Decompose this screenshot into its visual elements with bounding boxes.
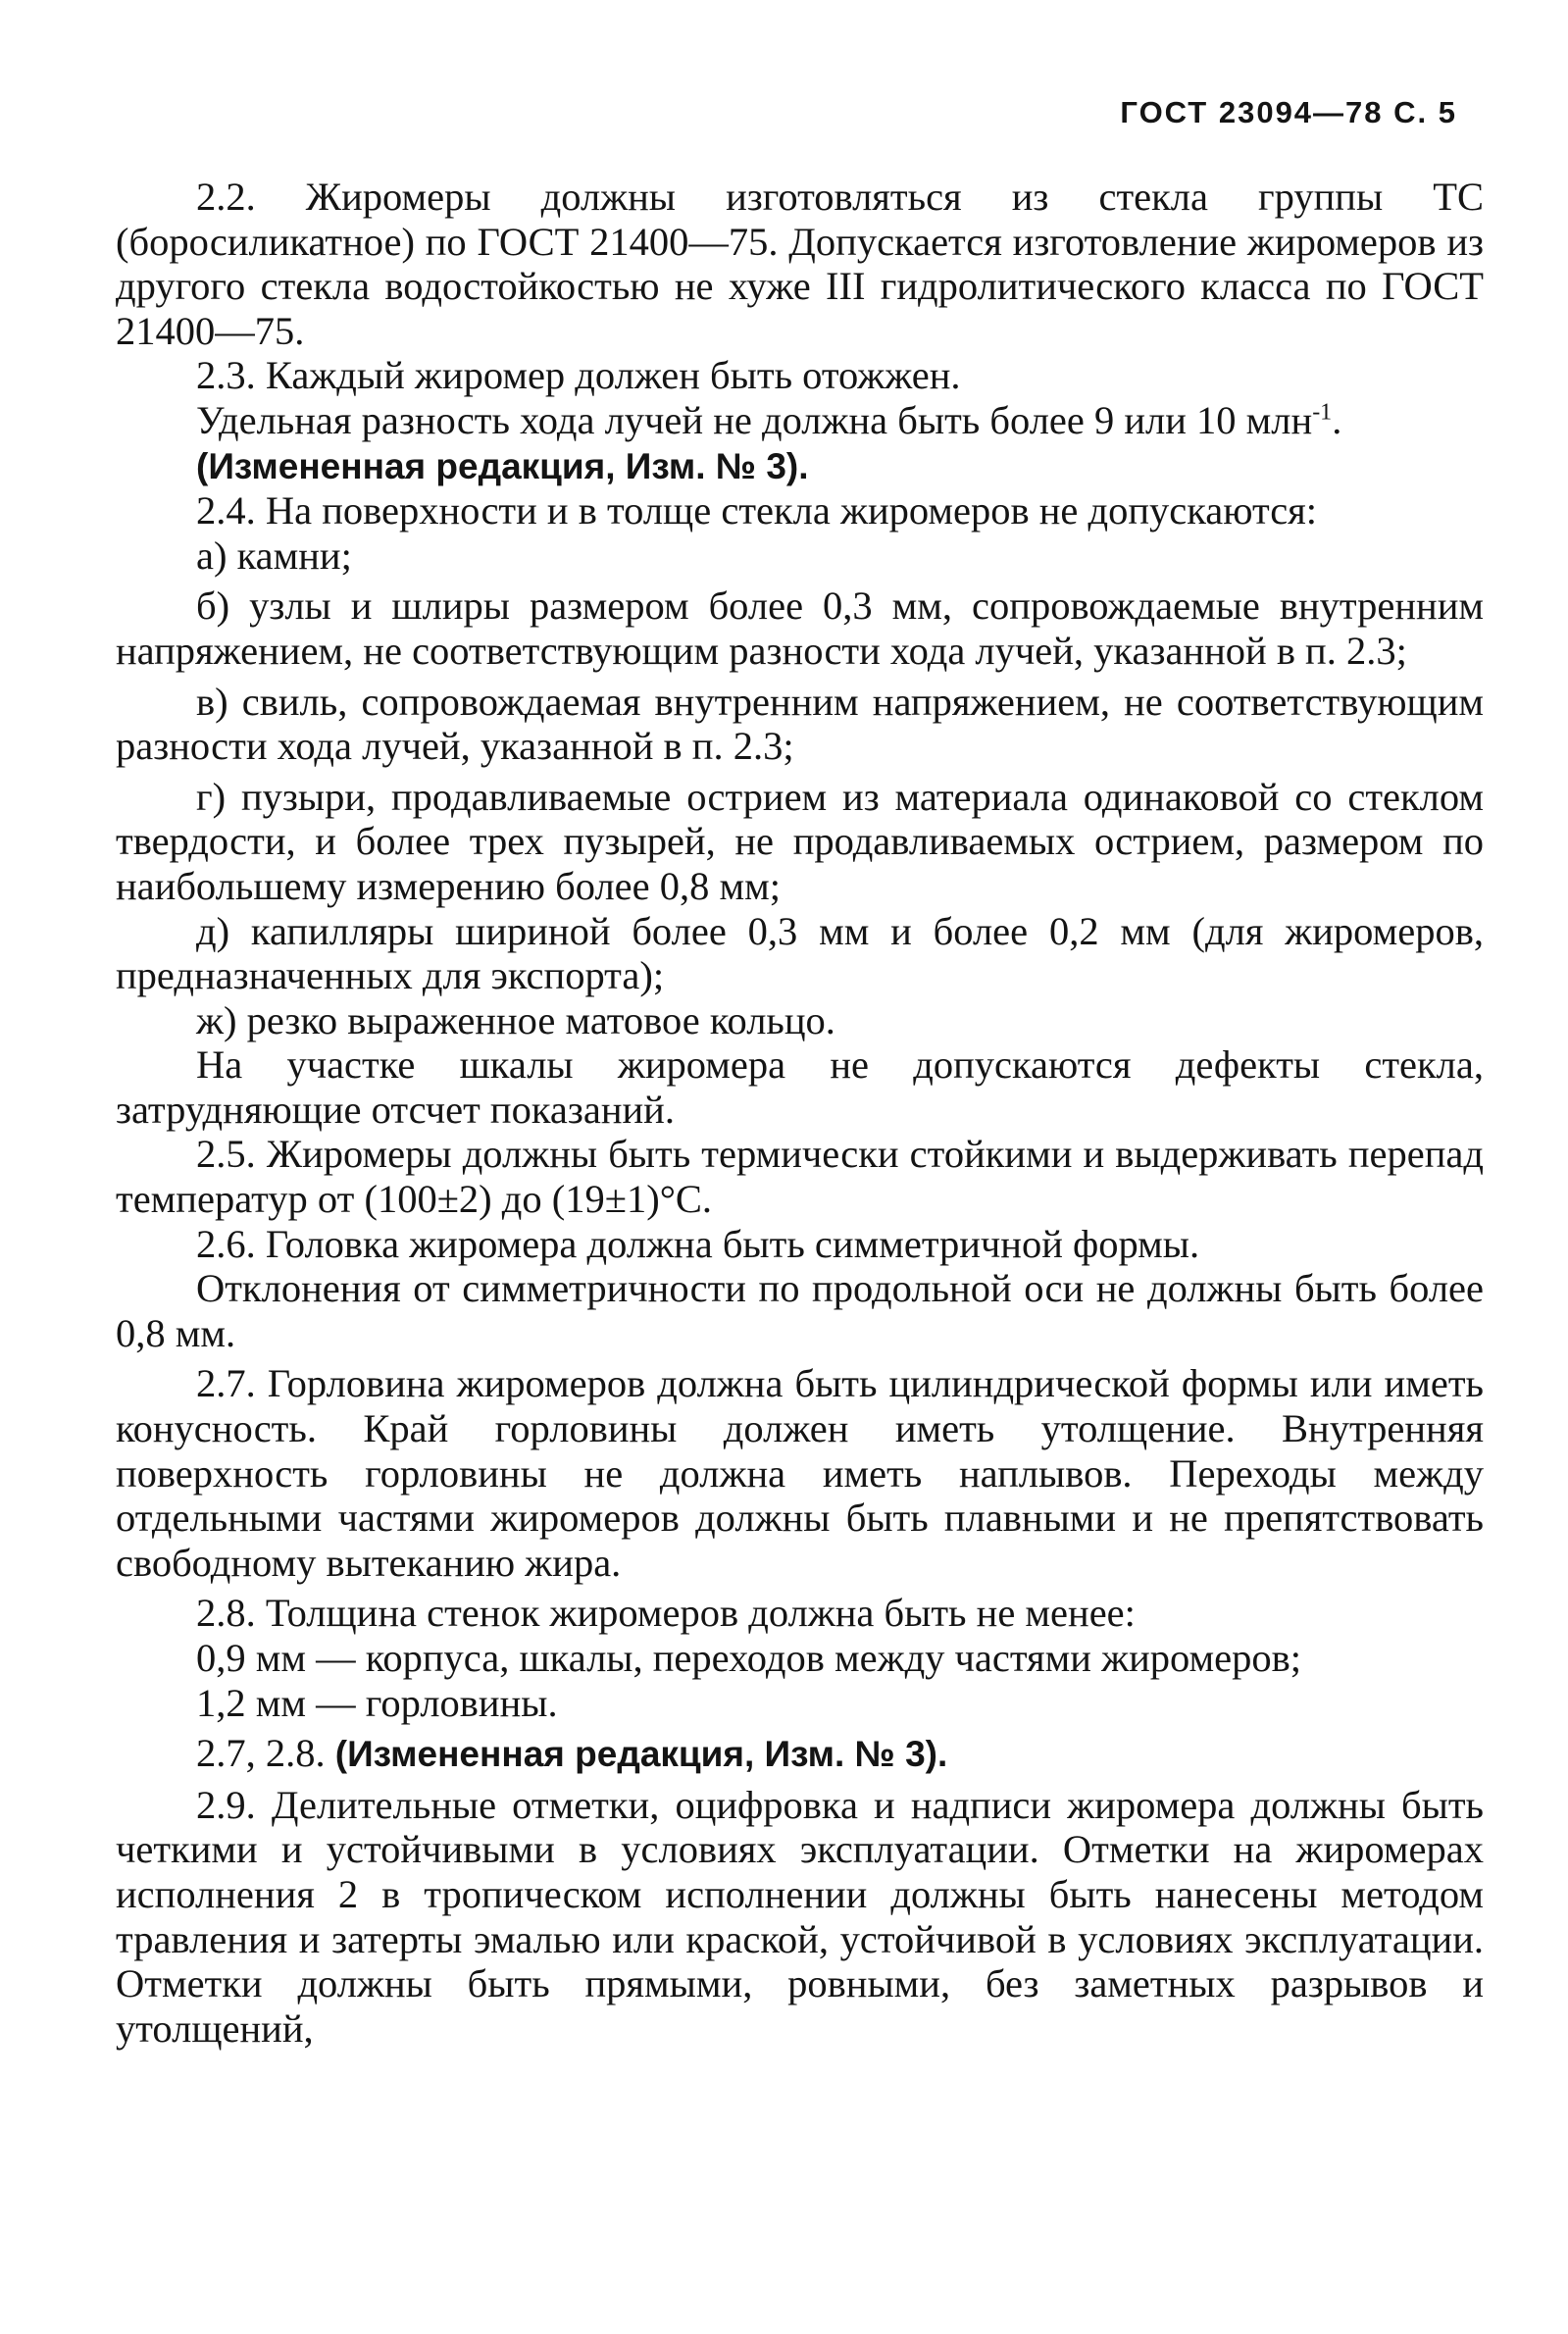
paragraph-2-3-requirement-text: Удельная разность хода лучей не должна быть более 9 или 10 млн [196, 397, 1313, 442]
amendment-note-1 [116, 443, 1484, 489]
paragraph-2-8-neck: 1,2 мм — горловины. [196, 1680, 558, 1725]
paragraph-2-9: 2.9. Делительные отметки, оцифровка и надписи жиромера должны быть четкими и устойчивыми в условиях эксплуатации. Отметки на жиромерах исполнения 2 в тропическом исполнении должны быть нанесены методом травления и затерты эмалью или краской, устойчивой в условиях эксплуатации. Отметки должны быть прямыми, ровными, без заметных разрывов и утолщений, [116, 1782, 1484, 2051]
page-header: ГОСТ 23094—78 С. 5 [1120, 95, 1457, 129]
paragraph-2-5: 2.5. Жиромеры должны быть термически стойкими и выдерживать перепад температур от (100±2) до (19±1)°С. [116, 1132, 1484, 1222]
list-item-d: д) капилляры шириной более 0,3 мм и более 0,2 мм (для жиромеров, предназначенных для экспорта); [116, 908, 1484, 998]
list-item-v: в) свиль, сопровождаемая внутренним напряжением, не соответствующим разности хода лучей, указанной в п. 2.3; [116, 679, 1484, 769]
amendment-note-2-text: (Измененная редакция, Изм. № 3). [334, 1734, 948, 1775]
paragraph-2-4-scale: На участке шкалы жиромера не допускаются дефекты стекла, затрудняющие отсчет показаний. [116, 1042, 1484, 1132]
paragraph-2-2: 2.2. Жиромеры должны изготовляться из стекла группы ТС (боросиликатное) по ГОСТ 21400—75. Допускается изготовление жиромеров из другого стекла водостойкостью не хуже III гидролитического класса по ГОСТ 21400—75. [116, 175, 1484, 353]
list-item-zh: ж) резко выраженное матовое кольцо. [196, 997, 835, 1042]
paragraph-2-3-requirement-end: . [1332, 397, 1342, 442]
paragraph-2-3: 2.3. Каждый жиромер должен быть отожжен. [196, 353, 961, 398]
list-item-b: б) узлы и шлиры размером более 0,3 мм, сопровождаемые внутренним напряжением, не соответствующим разности хода лучей, указанной в п. 2.3; [116, 584, 1484, 673]
list-item-a: а) камни; [196, 533, 352, 578]
paragraph-2-6-deviation: Отклонения от симметричности по продольной оси не должны быть более 0,8 мм. [116, 1266, 1484, 1355]
paragraph-2-8-body: 0,9 мм — корпуса, шкалы, переходов между частями жиромеров; [196, 1636, 1301, 1680]
amendment-note-2 [116, 1731, 1484, 1777]
list-item-g: г) пузыри, продавливаемые острием из материала одинаковой со стеклом твердости, и более трех пузырей, не продавливаемых острием, размером по наибольшему измерению более 0,8 мм; [116, 774, 1484, 908]
superscript-exponent: -1 [1312, 399, 1333, 426]
document-body [116, 175, 1484, 2051]
paragraph-2-4: 2.4. На поверхности и в толще стекла жиромеров не допускаются: [196, 488, 1318, 533]
paragraph-2-8: 2.8. Толщина стенок жиромеров должна быть не менее: [196, 1591, 1136, 1636]
paragraph-2-3-requirement [116, 398, 1484, 443]
amendment-note-2-prefix: 2.7, 2.8. [196, 1731, 335, 1776]
paragraph-2-6: 2.6. Головка жиромера должна быть симметричной формы. [196, 1221, 1200, 1266]
paragraph-2-7: 2.7. Горловина жиромеров должна быть цилиндрической формы или иметь конусность. Край горловины должен иметь утолщение. Внутренняя поверхность горловины не должна иметь наплывов. Переходы между отдельными частями жиромеров должны быть плавными и не препятствовать свободному вытеканию жира. [116, 1361, 1484, 1585]
amendment-note-1-text: (Измененная редакция, Изм. № 3). [196, 445, 809, 486]
